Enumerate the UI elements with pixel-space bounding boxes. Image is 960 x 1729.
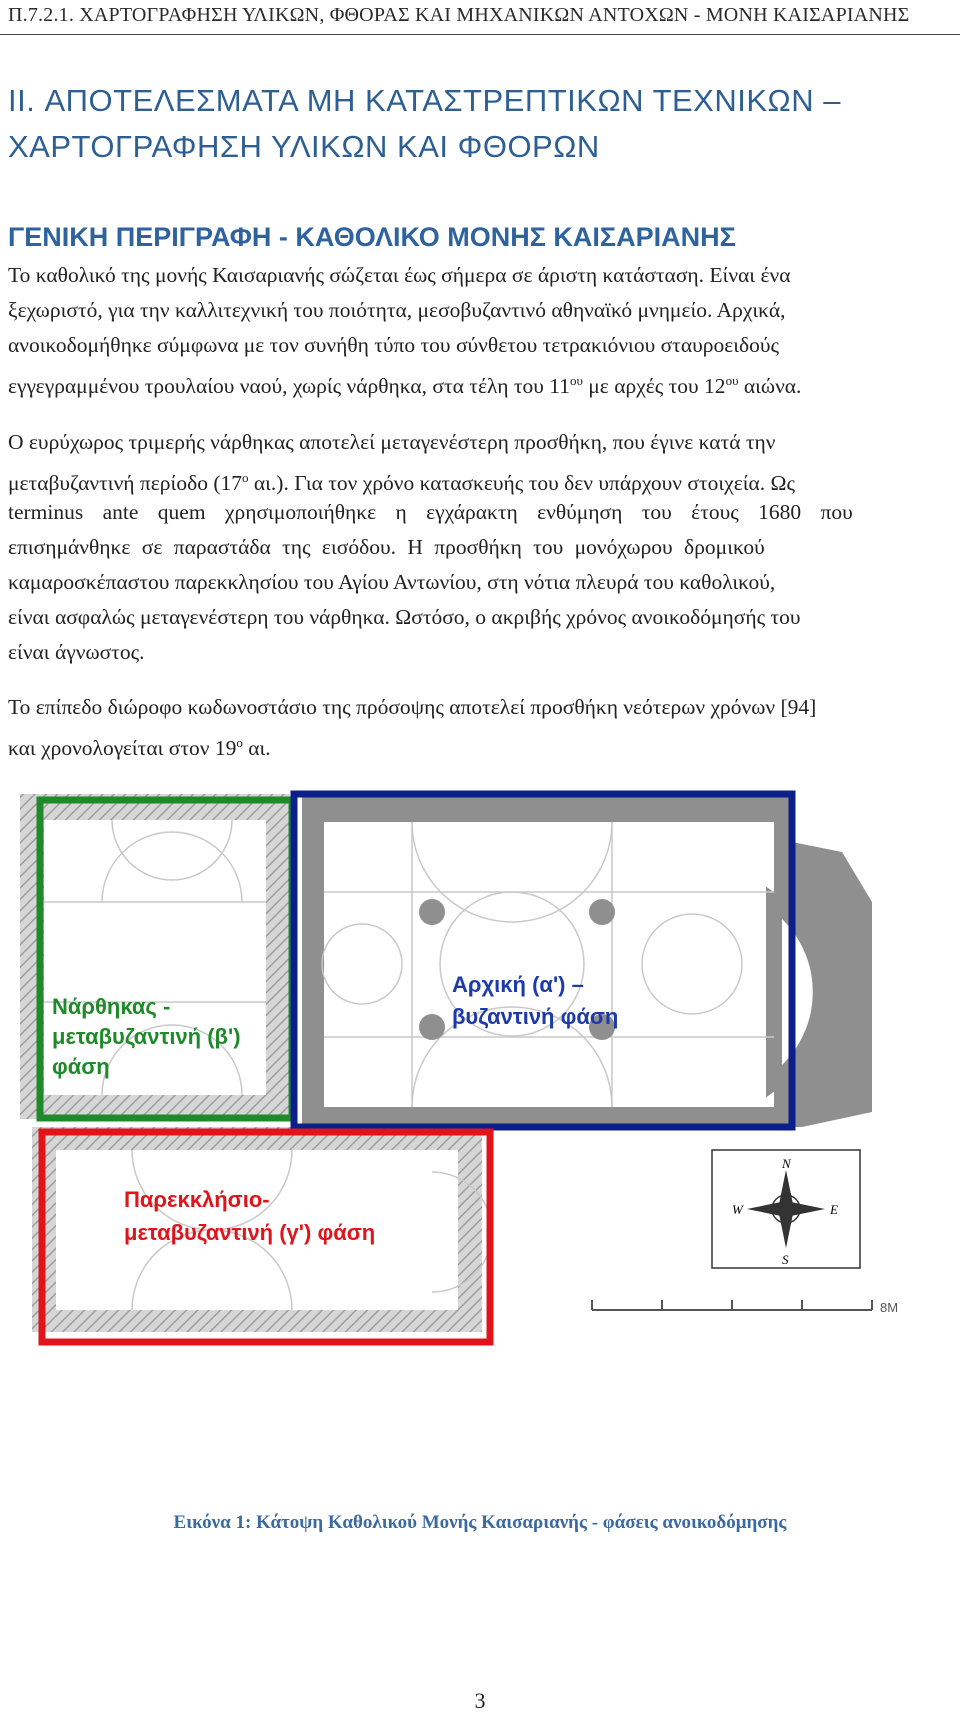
subsection-title: ΓΕΝΙΚΗ ΠΕΡΙΓΡΑΦΗ - ΚΑΘΟΛΙΚΟ ΜΟΝΗΣ ΚΑΙΣΑΡΙΑΝΗΣ: [8, 222, 736, 252]
paragraph-2-line: terminus ante quem χρησιμοποιήθηκε η εγχάρακτη ενθύμηση του έτους 1680 που: [8, 500, 853, 524]
paragraph-2-line: είναι άγνωστος.: [8, 640, 145, 664]
paragraph-1-line: [8, 363, 952, 398]
section-title-line1: II. ΑΠΟΤΕΛΕΣΜΑΤΑ ΜΗ ΚΑΤΑΣΤΡΕΠΤΙΚΩΝ ΤΕΧΝΙΚΩΝ –: [8, 83, 841, 118]
text-run: αι.: [242, 736, 271, 761]
figure-caption: Εικόνα 1: Κάτοψη Καθολικού Μονής Καισαριανής - φάσεις ανοικοδόμησης: [173, 1512, 787, 1533]
text-run: αι.). Για τον χρόνο κατασκευής του δεν υπάρχουν στοιχεία. Ως: [248, 471, 796, 496]
paragraph-3-line: [8, 725, 952, 760]
running-header-text: Π.7.2.1. ΧΑΡΤΟΓΡΑΦΗΣΗ ΥΛΙΚΩΝ, ΦΘΟΡΑΣ ΚΑΙ ΜΗΧΑΝΙΚΩΝ ΑΝΤΟΧΩΝ - ΜΟΝΗ ΚΑΙΣΑΡΙΑΝΗΣ: [8, 4, 910, 26]
compass-west: W: [732, 1202, 743, 1217]
scale-label: 8M: [880, 1300, 899, 1315]
compass-east: E: [830, 1202, 838, 1217]
text-run: με αρχές του 12: [582, 374, 726, 399]
superscript: ο: [241, 470, 249, 485]
superscript: ο: [236, 735, 243, 750]
section-title-line2: ΧΑΡΤΟΓΡΑΦΗΣΗ ΥΛΙΚΩΝ ΚΑΙ ΦΘΟΡΩΝ: [8, 129, 600, 164]
paragraph-3: [8, 690, 952, 760]
narthex-label-line1: Νάρθηκας -: [52, 994, 171, 1019]
paragraph-1-line: ξεχωριστό, για την καλλιτεχνική του ποιότητα, μεσοβυζαντινό αθηναϊκό μνημείο. Αρχικά,: [8, 298, 786, 322]
paragraph-1: [8, 258, 952, 398]
narthex-label-line3: φάση: [52, 1054, 110, 1079]
superscript: ου: [569, 373, 583, 388]
text-run: και χρονολογείται στον 19: [8, 736, 237, 761]
chapel-label-line1: Παρεκκλήσιο-: [124, 1187, 270, 1212]
paragraph-2-line: καμαροσκέπαστου παρεκκλησίου του Αγίου Αντωνίου, στη νότια πλευρά του καθολικού,: [8, 570, 776, 594]
paragraph-2-line: είναι ασφαλώς μεταγενέστερη του νάρθηκα. Ωστόσο, ο ακριβής χρόνος ανοικοδόμησής του: [8, 605, 801, 629]
original-label-line2: βυζαντινή φάση: [452, 1004, 619, 1029]
chapel-label-line2: μεταβυζαντινή (γ') φάση: [124, 1220, 376, 1245]
paragraph-1-line: Το καθολικό της μονής Καισαριανής σώζεται έως σήμερα σε άριστη κατάσταση. Είναι ένα: [8, 263, 791, 287]
church-interior: [324, 822, 774, 1107]
paragraph-2: [8, 425, 952, 670]
text-run: μεταβυζαντινή περίοδο (17: [8, 471, 242, 496]
superscript: ου: [725, 373, 739, 388]
paragraph-3-line: Το επίπεδο διώροφο κωδωνοστάσιο της πρόσοψης αποτελεί προσθήκη νεότερων χρόνων [94]: [8, 695, 817, 719]
section-title: [8, 78, 948, 170]
text-run: εγγεγραμμένου τρουλαίου ναού, χωρίς νάρθηκα, στα τέλη του 11: [8, 374, 570, 399]
text-run: αιώνα.: [738, 374, 802, 399]
paragraph-2-line: [8, 460, 952, 495]
page-number: 3: [474, 1688, 486, 1713]
original-label-line1: Αρχική (α') –: [452, 972, 584, 997]
compass-rose: [712, 1150, 860, 1268]
compass-south: S: [782, 1252, 789, 1267]
floor-plan-figure: [12, 782, 948, 1462]
paragraph-2-line: Ο ευρύχωρος τριμερής νάρθηκας αποτελεί μεταγενέστερη προσθήκη, που έγινε κατά την: [8, 430, 776, 454]
running-header: [0, 0, 960, 35]
narthex-label-line2: μεταβυζαντινή (β'): [52, 1024, 241, 1049]
floor-plan-svg: [12, 782, 948, 1462]
paragraph-1-line: ανοικοδομήθηκε σύμφωνα με τον συνήθη τύπο του σύνθετου τετρακιόνιου σταυροειδούς: [8, 333, 780, 357]
compass-north: N: [782, 1156, 791, 1171]
paragraph-2-line: επισημάνθηκε σε παραστάδα της εισόδου. Η προσθήκη του μονόχωρου δρομικού: [8, 535, 765, 559]
